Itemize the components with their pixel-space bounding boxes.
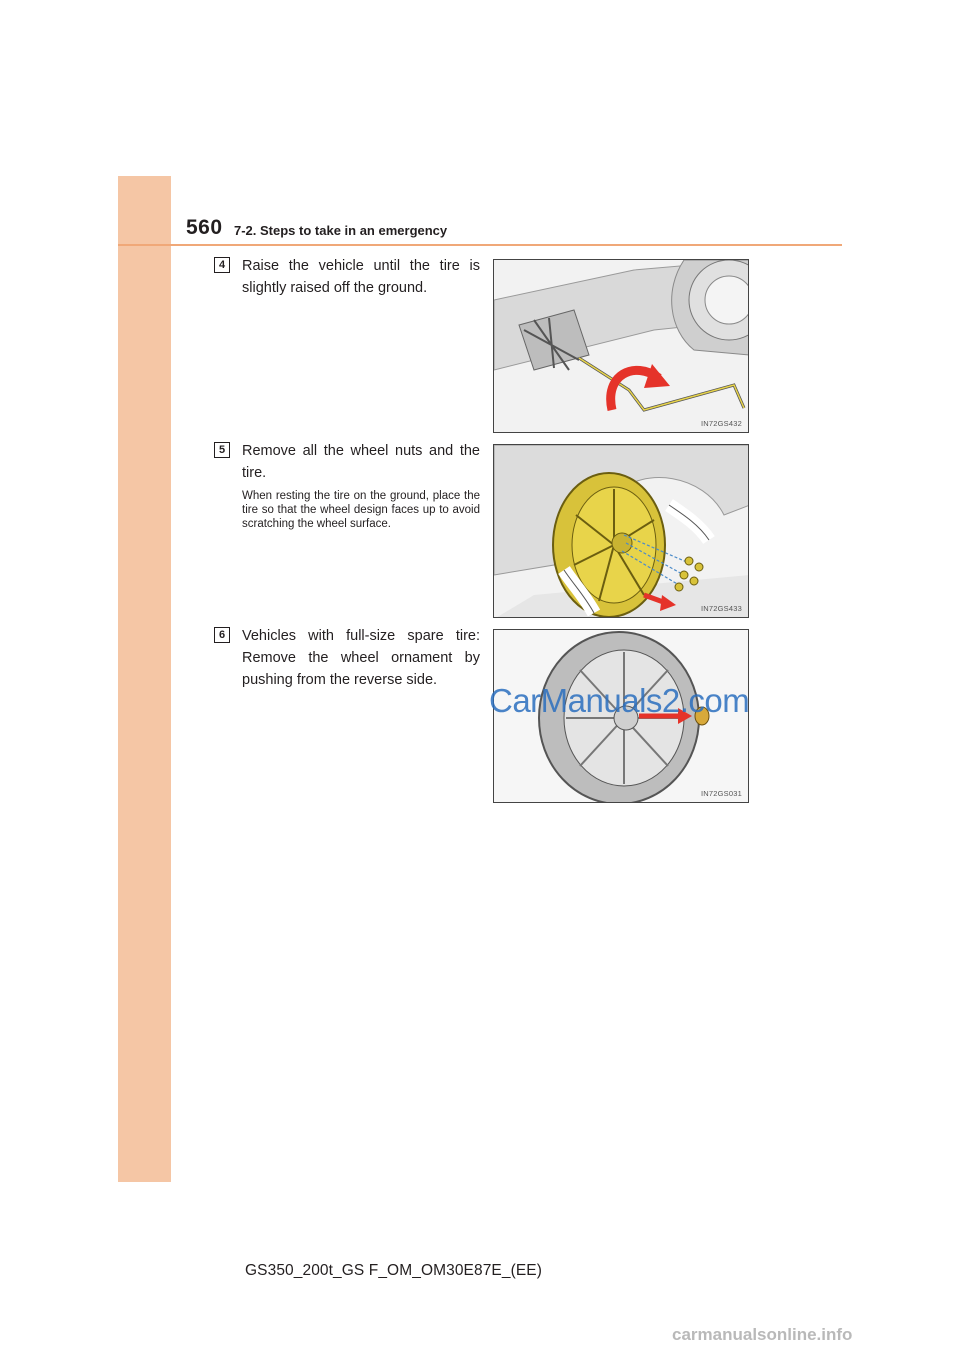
- page-number: 560: [186, 216, 223, 239]
- illustration-remove-tire: [493, 444, 749, 618]
- step-text: Vehicles with full-size spare tire: Remove the wheel ornament by pushing from the reverse side.: [242, 628, 480, 688]
- step-number-badge: 6: [214, 627, 230, 643]
- step-text: Remove all the wheel nuts and the tire.: [242, 443, 480, 481]
- illustration-code: IN72GS433: [701, 604, 742, 613]
- footer-document-code: GS350_200t_GS F_OM_OM30E87E_(EE): [245, 1262, 542, 1279]
- step-number-badge: 5: [214, 442, 230, 458]
- step-note: When resting the tire on the ground, place the tire so that the wheel design faces up to avoid scratching the wheel surface.: [242, 490, 480, 530]
- illustration-jack: [493, 259, 749, 433]
- illustration-code: IN72GS031: [701, 789, 742, 798]
- remove-wheel-nuts-icon: [494, 445, 749, 618]
- step-number-badge: 4: [214, 257, 230, 273]
- chapter-side-band: [118, 176, 171, 1182]
- header-rule: [118, 244, 842, 246]
- step-text: Raise the vehicle until the tire is slightly raised off the ground.: [242, 258, 480, 296]
- illustration-code: IN72GS432: [701, 419, 742, 428]
- section-title: 7-2. Steps to take in an emergency: [234, 223, 448, 238]
- jack-raising-vehicle-icon: [494, 260, 749, 433]
- watermark: CarManuals2.com: [489, 682, 750, 719]
- footer-site-watermark: carmanualsonline.info: [672, 1325, 853, 1344]
